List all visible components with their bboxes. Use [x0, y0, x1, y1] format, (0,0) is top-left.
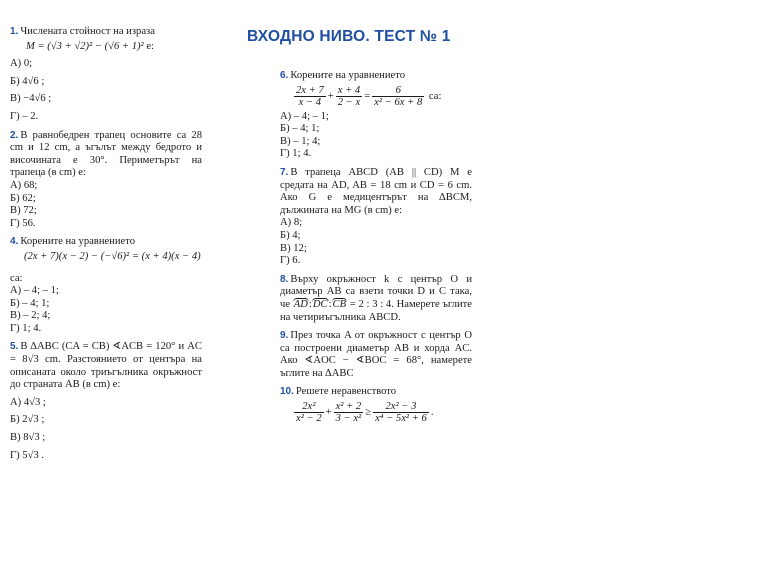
option-a: А) 4√3 ;	[10, 396, 46, 408]
fraction: $\frac{x + 4}{2 - x}$	[337, 84, 361, 108]
question-number: 5.	[10, 341, 19, 353]
question-stem: Върху окръжност k с център O и диаметър AB са взети точки D и C така, че	[280, 273, 472, 310]
question-2	[10, 130, 202, 231]
fraction: $\frac{2x + 7}{x - 4}$	[296, 84, 324, 108]
option-b: Б) – 4; 1;	[10, 297, 50, 309]
equation: $\frac{2x + 7}{x - 4}$ + $\frac{x + 4}{2 - x}$ = $\frac{6}{\text{x² − 6x + 8}}$ са:	[296, 84, 442, 108]
option-a: А) – 4; – 1;	[280, 110, 329, 122]
answer-intro: са:	[428, 90, 442, 102]
arc-cb: CB	[332, 298, 347, 310]
option-d: Г) – 2.	[10, 110, 39, 122]
option-a: А) 8;	[280, 217, 303, 229]
fraction: $\frac{\text{x² + 2}}{\text{3 − x²}}$	[335, 401, 362, 425]
question-stem: Решете неравенството	[295, 386, 397, 398]
question-number: 6.	[280, 70, 289, 81]
question-number: 2.	[10, 129, 19, 141]
question-number: 9.	[280, 330, 289, 342]
option-b: Б) 4√6 ;	[10, 75, 45, 87]
question-stem: Корените на уравнението	[290, 70, 406, 81]
option-d: Г) 6.	[280, 255, 301, 267]
formula: M = (√3 + √2)² − (√6 + 1)²	[26, 40, 144, 52]
question-7	[280, 167, 472, 268]
option-c: В) 8√3 ;	[10, 432, 46, 444]
option-d: Г) 1; 4.	[10, 322, 42, 334]
question-number: 4.	[10, 236, 19, 248]
fraction: $\frac{6}{\text{x² − 6x + 8}}$	[374, 84, 423, 108]
question-number: 10.	[280, 386, 294, 398]
option-c: В) – 2; 4;	[10, 310, 51, 322]
option-d: Г) 5√3 .	[10, 449, 45, 461]
option-b: Б) 4;	[280, 229, 301, 241]
question-1	[10, 26, 202, 124]
arc-dc: DC	[312, 298, 328, 310]
option-c: В) 12;	[280, 242, 307, 254]
ratio: = 2 : 3 : 4.	[349, 298, 394, 310]
option-d: Г) 1; 4.	[280, 148, 312, 160]
question-stem: В трапеца ABCD (AB || CD) M е средата на AD, AB = 18 cm и CD = 6 cm. Ако G е медицентърът на ∆BCM, дължината на MG (в cm) е:	[280, 166, 472, 216]
formula-end: е:	[146, 40, 155, 52]
question-stem: Числената стойност на израза	[20, 26, 155, 37]
left-column	[10, 26, 202, 468]
question-number: 8.	[280, 273, 289, 285]
option-b: Б) – 4; 1;	[280, 123, 320, 135]
question-6	[280, 70, 472, 161]
test-title: ВХОДНО НИВО. ТЕСТ № 1	[247, 28, 451, 45]
question-9	[280, 330, 472, 380]
question-number: 7.	[280, 166, 289, 178]
option-c: В) – 1; 4;	[280, 135, 321, 147]
option-a: А) 68;	[10, 179, 38, 191]
question-8: 8. Върху окръжност k с център O и диаметър AB са взети точки D и C така, че AD:DC:CB = 2 : 3 : 4. Намерете ъглите на четириъгълника ABCD.	[280, 273, 472, 323]
answer-intro: са:	[10, 272, 23, 284]
arc-ad: AD	[293, 298, 308, 310]
option-b: Б) 2√3 ;	[10, 414, 45, 426]
question-stem: В равнобедрен трапец основите са 28 cm и 12 cm, а ъгълът между бедрото и височината е 30°. Периметърът на трапеца (в cm) е:	[10, 129, 202, 179]
question-4	[10, 236, 202, 335]
formula: (2x + 7)(x − 2) − (−√6)² = (x + 4)(x − 4)	[24, 250, 201, 262]
question-10	[280, 386, 472, 424]
option-d: Г) 56.	[10, 217, 36, 229]
inequality: $\frac{\text{2x²}}{\text{x² − 2}}$ + $\frac{\text{x² + 2}}{\text{3 − x²}}$ ≥ $\frac{\text{2x² − 3}}{\text{x⁴ − 5x² + 6}}$ .	[296, 401, 434, 425]
option-a: А) – 4; – 1;	[10, 285, 59, 297]
question-stem: В ∆ABC (CA = CB) ∢ACB = 120° и AC = 8√3 cm. Разстоянието от центъра на описаната около триъгълника окръжност до страната AB (в cm) е:	[10, 341, 202, 391]
relation-sign: ≥	[365, 407, 372, 418]
option-b: Б) 62;	[10, 192, 36, 204]
question-stem: Корените на уравнението	[20, 236, 136, 248]
question-stem-end: Намерете ъглите на четириъгълника ABCD.	[280, 298, 472, 323]
question-5	[10, 341, 202, 462]
question-stem: През точка A от окръжност с център O са построени диаметър AB и хорда AC. Ако ∢AOC − ∢BOC = 68°, намерете ъглите на ∆ABC	[280, 330, 472, 379]
option-a: А) 0;	[10, 58, 33, 70]
question-number: 1.	[10, 26, 19, 37]
fraction: $\frac{\text{2x²}}{\text{x² − 2}}$	[296, 401, 322, 425]
fraction: $\frac{\text{2x² − 3}}{\text{x⁴ − 5x² + 6}}$	[375, 401, 427, 425]
option-c: В) 72;	[10, 205, 37, 217]
right-column	[280, 70, 472, 430]
option-c: В) −4√6 ;	[10, 93, 52, 105]
